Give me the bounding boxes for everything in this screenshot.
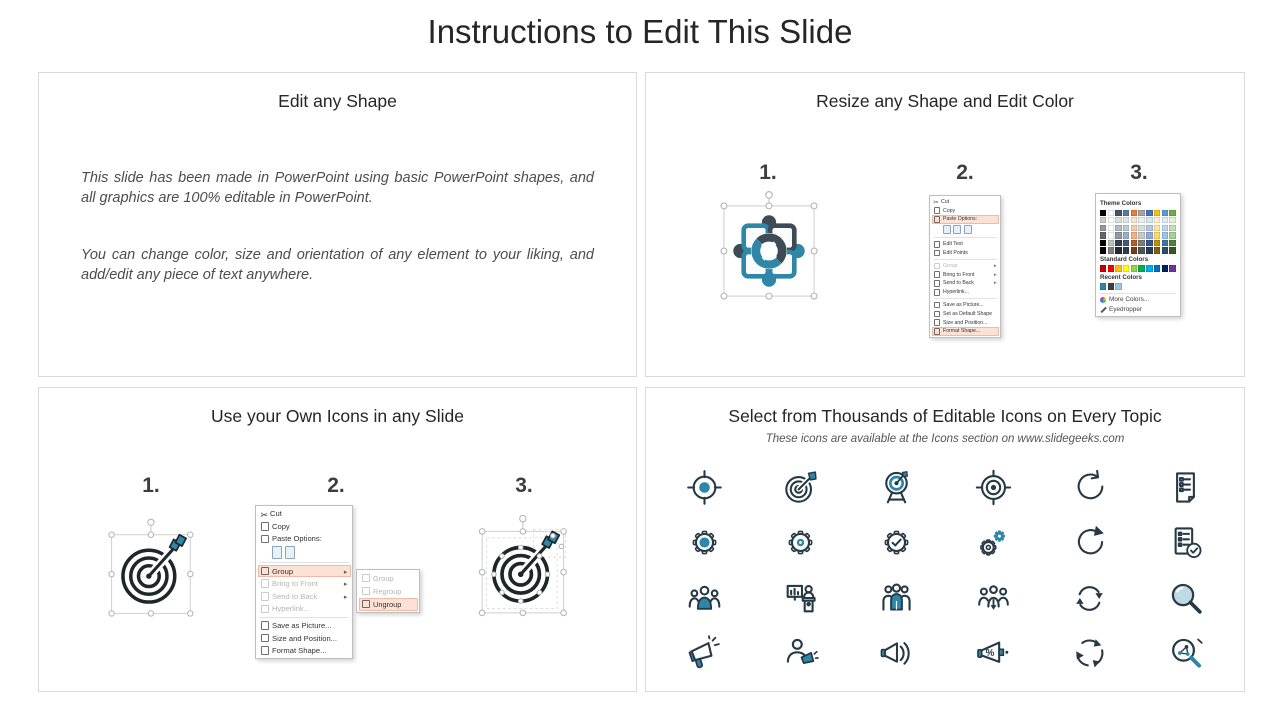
color-swatch[interactable] <box>1146 217 1152 223</box>
color-swatch[interactable] <box>1131 247 1137 253</box>
menu-item-hyperlink[interactable] <box>258 603 351 616</box>
color-swatch[interactable] <box>1115 240 1121 246</box>
edit-text-icon <box>934 241 941 248</box>
color-swatch[interactable] <box>1123 265 1129 271</box>
color-swatch[interactable] <box>1146 232 1152 238</box>
context-menu-large <box>255 505 353 659</box>
submenu-arrow-icon: ▸ <box>994 263 997 269</box>
paste-option-icon[interactable] <box>953 225 961 234</box>
color-swatch[interactable] <box>1108 247 1114 253</box>
panel-resize-color <box>645 72 1245 377</box>
slide-title: Instructions to Edit This Slide <box>427 13 853 50</box>
menu-item-group[interactable] <box>932 261 999 270</box>
color-swatch[interactable] <box>1115 265 1121 271</box>
color-swatch[interactable] <box>1108 240 1114 246</box>
group-submenu <box>356 569 420 613</box>
icon-cell <box>752 571 848 626</box>
menu-item-save-as-picture[interactable] <box>932 301 999 310</box>
edit-points-icon <box>934 250 941 257</box>
gear-filled-icon[interactable] <box>686 524 723 561</box>
menu-item-save-as-picture[interactable] <box>258 619 351 632</box>
icon-cell <box>1041 626 1137 681</box>
menu-item-label: Size and Position... <box>272 633 338 643</box>
panel-own-icons <box>38 387 637 692</box>
gallery-item-label: Eyedropper <box>1109 305 1143 313</box>
color-swatch[interactable] <box>1115 232 1121 238</box>
paste-options-row <box>258 545 351 561</box>
icon-cell <box>849 626 945 681</box>
color-wheel-icon <box>1100 297 1106 303</box>
panel-edit-shape <box>38 72 637 377</box>
icon-cell <box>752 515 848 570</box>
color-swatch[interactable] <box>1115 247 1121 253</box>
color-swatch[interactable] <box>1154 265 1160 271</box>
color-swatch[interactable] <box>1100 247 1106 253</box>
submenu-arrow-icon: ▸ <box>994 281 997 287</box>
color-swatch[interactable] <box>1154 232 1160 238</box>
color-swatch[interactable] <box>1138 265 1144 271</box>
icon-cell <box>849 515 945 570</box>
menu-item-label: Save as Picture... <box>943 302 984 309</box>
color-swatch[interactable] <box>1100 232 1106 238</box>
submenu-arrow-icon: ▸ <box>343 591 348 601</box>
step-number-2: 2. <box>956 161 974 184</box>
people-download-icon[interactable] <box>975 580 1012 617</box>
color-swatch[interactable] <box>1108 225 1114 231</box>
panel-heading: Resize any Shape and Edit Color <box>816 91 1074 111</box>
menu-item-label: Ungroup <box>373 599 402 609</box>
theme-colors-row <box>1100 210 1176 216</box>
menu-item-copy[interactable] <box>258 520 351 533</box>
menu-item-size-and-position[interactable] <box>258 632 351 645</box>
icon-cell <box>1041 460 1137 515</box>
color-swatch[interactable] <box>1138 225 1144 231</box>
color-swatch[interactable] <box>1123 247 1129 253</box>
color-swatch[interactable] <box>1169 232 1175 238</box>
megaphone-discount-icon[interactable] <box>975 635 1012 672</box>
icon-cell <box>1138 626 1234 681</box>
color-swatch[interactable] <box>1169 247 1175 253</box>
color-swatch[interactable] <box>1138 210 1144 216</box>
menu-item-hyperlink[interactable] <box>932 288 999 297</box>
body-paragraph: This slide has been made in PowerPoint using basic PowerPoint shapes, and all graphics are 100% editable in PowerPoint. <box>81 170 594 206</box>
save-picture-icon <box>934 302 941 309</box>
menu-item-paste-options[interactable] <box>932 215 999 224</box>
size-position-icon <box>261 634 270 643</box>
theme-tint-row <box>1100 232 1176 238</box>
menu-item-label: Hyperlink... <box>943 289 969 296</box>
default-shape-icon <box>934 311 941 318</box>
menu-item-label: Format Shape... <box>272 646 327 656</box>
color-swatch[interactable] <box>1131 225 1137 231</box>
color-swatch[interactable] <box>1162 210 1168 216</box>
menu-item-label: Paste Options: <box>943 216 978 223</box>
bring-front-icon <box>261 579 270 588</box>
color-swatch[interactable] <box>1146 247 1152 253</box>
color-swatch[interactable] <box>1100 265 1106 271</box>
four-square-shape-figure[interactable] <box>714 187 824 315</box>
ungroup-icon <box>362 600 371 609</box>
gallery-item-label: More Colors... <box>1109 296 1150 304</box>
eyedropper-icon <box>1100 306 1106 312</box>
eyedropper-item[interactable] <box>1100 306 1176 313</box>
color-swatch[interactable] <box>1146 210 1152 216</box>
icon-cell <box>656 626 752 681</box>
icon-cell <box>752 626 848 681</box>
icon-cell <box>945 571 1041 626</box>
hyperlink-icon <box>934 289 941 296</box>
color-swatch[interactable] <box>1146 225 1152 231</box>
color-swatch[interactable] <box>1162 232 1168 238</box>
format-shape-icon <box>261 646 270 655</box>
group-icon <box>261 567 270 576</box>
menu-item-label: Send to Back <box>272 591 318 601</box>
menu-item-paste-options[interactable] <box>258 533 351 546</box>
color-swatch[interactable] <box>1154 247 1160 253</box>
menu-item-label: Bring to Front <box>943 271 975 278</box>
size-position-icon <box>934 319 941 326</box>
crosshair-target-icon[interactable] <box>686 469 723 506</box>
paste-option-icon[interactable] <box>964 225 972 234</box>
cycle-arrows-icon[interactable] <box>1071 635 1108 672</box>
color-swatch[interactable] <box>1115 225 1121 231</box>
regroup-icon <box>362 587 371 596</box>
color-swatch[interactable] <box>1100 240 1106 246</box>
send-back-icon <box>261 592 270 601</box>
panel-heading: Select from Thousands of Editable Icons on Every Topic <box>728 406 1162 426</box>
color-swatch[interactable] <box>1146 265 1152 271</box>
color-swatch[interactable] <box>1169 240 1175 246</box>
step-number-1: 1. <box>759 161 777 184</box>
gear-inner-icon[interactable] <box>782 524 819 561</box>
hyperlink-icon <box>261 605 270 614</box>
color-swatch[interactable] <box>1115 217 1121 223</box>
icon-cell <box>849 571 945 626</box>
menu-item-size-and-position[interactable] <box>932 318 999 327</box>
sync-arrows-icon[interactable] <box>1071 580 1108 617</box>
icon-cell <box>945 515 1041 570</box>
menu-item-edit-points[interactable] <box>932 249 999 258</box>
color-swatch[interactable] <box>1123 232 1129 238</box>
menu-item-edit-text[interactable] <box>932 240 999 249</box>
copy-icon <box>261 522 270 531</box>
menu-item-bring-to-front[interactable] <box>932 270 999 279</box>
color-swatch[interactable] <box>1154 240 1160 246</box>
color-swatch[interactable] <box>1162 225 1168 231</box>
dartboard-stand-icon[interactable] <box>878 469 915 506</box>
color-swatch[interactable] <box>1169 210 1175 216</box>
color-swatch[interactable] <box>1100 225 1106 231</box>
scissors-icon: ✂ <box>260 509 269 520</box>
menu-item-cut[interactable] <box>258 508 351 521</box>
color-swatch[interactable] <box>1162 240 1168 246</box>
menu-item-group[interactable] <box>258 565 351 578</box>
submenu-arrow-icon: ▸ <box>343 579 348 589</box>
team-icon[interactable] <box>878 580 915 617</box>
refresh-circle-icon[interactable] <box>1071 524 1108 561</box>
step-number-3: 3. <box>515 474 533 497</box>
menu-item-label: Edit Text <box>943 241 963 248</box>
recent-colors-row <box>1100 283 1176 289</box>
color-swatch[interactable] <box>1108 283 1114 289</box>
icon-cell <box>656 515 752 570</box>
icon-cell <box>656 571 752 626</box>
color-swatch[interactable] <box>1138 247 1144 253</box>
submenu-arrow-icon: ▸ <box>343 566 348 576</box>
menu-item-label: Bring to Front <box>272 579 319 589</box>
color-swatch[interactable] <box>1169 265 1175 271</box>
color-swatch[interactable] <box>1169 217 1175 223</box>
icon-cell <box>656 460 752 515</box>
megaphone-waves-icon[interactable] <box>878 635 915 672</box>
save-picture-icon <box>261 621 270 630</box>
context-menu-small <box>929 195 1001 338</box>
paste-option-icon[interactable] <box>285 546 296 559</box>
person-announce-icon[interactable] <box>782 635 819 672</box>
panel-heading: Edit any Shape <box>278 91 397 111</box>
menu-item-label: Copy <box>943 207 956 214</box>
menu-item-label: Send to Back <box>943 280 974 287</box>
paste-options-row <box>932 224 999 236</box>
color-swatch[interactable] <box>1108 232 1114 238</box>
color-swatch[interactable] <box>1169 225 1175 231</box>
dart-target-icon[interactable] <box>782 469 819 506</box>
icon-cell <box>1041 515 1137 570</box>
color-swatch[interactable] <box>1154 210 1160 216</box>
target-icon-selected-figure[interactable] <box>101 514 205 630</box>
color-swatch[interactable] <box>1123 217 1129 223</box>
color-swatch[interactable] <box>1123 210 1129 216</box>
icon-cell <box>849 460 945 515</box>
theme-tint-row <box>1100 247 1176 253</box>
color-swatch[interactable] <box>1154 225 1160 231</box>
menu-item-ungroup[interactable] <box>359 598 418 611</box>
menu-item-send-to-back[interactable] <box>932 279 999 288</box>
color-swatch[interactable] <box>1100 210 1106 216</box>
menu-item-format-shape[interactable] <box>258 644 351 657</box>
menu-item-group[interactable] <box>359 572 418 585</box>
color-swatch[interactable] <box>1100 217 1106 223</box>
menu-item-send-to-back[interactable] <box>258 590 351 603</box>
icon-cell <box>1138 460 1234 515</box>
step-number-1: 1. <box>142 474 160 497</box>
color-swatch[interactable] <box>1115 283 1121 289</box>
color-swatch[interactable] <box>1146 240 1152 246</box>
presenter-board-icon[interactable] <box>782 580 819 617</box>
send-back-icon <box>934 280 941 287</box>
color-swatch[interactable] <box>1108 265 1114 271</box>
theme-tint-row <box>1100 217 1176 223</box>
menu-item-label: Edit Points <box>943 250 968 257</box>
step-number-3: 3. <box>1130 161 1148 184</box>
color-swatch[interactable] <box>1100 283 1106 289</box>
menu-item-label: Set as Default Shape <box>943 310 993 317</box>
gear-check-icon[interactable] <box>878 524 915 561</box>
double-gear-icon[interactable] <box>975 524 1012 561</box>
step-number-2: 2. <box>327 474 345 497</box>
menu-item-label: Hyperlink... <box>272 604 310 614</box>
color-swatch[interactable] <box>1131 240 1137 246</box>
icon-cell <box>1138 571 1234 626</box>
group-icon <box>934 263 941 270</box>
menu-item-label: Paste Options: <box>272 534 322 544</box>
scissors-icon: ✂ <box>933 198 939 206</box>
body-paragraph: You can change color, size and orientation of any element to your liking, and add/edit any piece of text anywhere. <box>81 247 594 283</box>
megaphone-icon[interactable] <box>686 635 723 672</box>
menu-item-label: Group <box>373 573 394 583</box>
color-swatch[interactable] <box>1162 217 1168 223</box>
icon-grid <box>656 460 1234 681</box>
rotate-arrow-icon[interactable] <box>1071 469 1108 506</box>
menu-item-label: Format Shape... <box>943 328 981 335</box>
theme-tint-row <box>1100 225 1176 231</box>
color-swatch[interactable] <box>1131 265 1137 271</box>
clipboard-icon <box>261 535 270 544</box>
menu-item-copy[interactable] <box>932 206 999 215</box>
clipboard-icon <box>934 216 941 223</box>
theme-tint-row <box>1100 240 1176 246</box>
menu-item-label: Regroup <box>373 586 402 596</box>
menu-item-cut[interactable] <box>932 198 999 207</box>
color-swatch[interactable] <box>1138 232 1144 238</box>
color-swatch[interactable] <box>1115 210 1121 216</box>
menu-item-label: Size and Position... <box>943 319 988 326</box>
menu-item-label: Save as Picture... <box>272 620 332 630</box>
standard-colors-row <box>1100 265 1176 271</box>
format-shape-icon <box>934 328 941 335</box>
menu-item-set-as-default-shape[interactable] <box>932 309 999 318</box>
menu-item-label: Group <box>943 262 958 269</box>
icon-cell <box>1138 515 1234 570</box>
menu-item-regroup[interactable] <box>359 585 418 598</box>
color-swatch[interactable] <box>1162 247 1168 253</box>
panel-heading: Use your Own Icons in any Slide <box>211 406 464 426</box>
color-swatch[interactable] <box>1131 210 1137 216</box>
color-swatch[interactable] <box>1162 265 1168 271</box>
menu-item-label: Cut <box>941 198 950 205</box>
color-swatch[interactable] <box>1108 210 1114 216</box>
icon-cell <box>1041 571 1137 626</box>
menu-item-format-shape[interactable] <box>932 327 999 336</box>
standard-colors-label: Standard Colors <box>1100 255 1149 263</box>
copy-icon <box>934 207 941 214</box>
panel-subtitle: These icons are available at the Icons section on www.slidegeeks.com <box>765 433 1125 445</box>
people-group-icon[interactable] <box>686 580 723 617</box>
menu-item-label: Cut <box>270 509 282 519</box>
svg-text:%: % <box>985 647 995 659</box>
submenu-arrow-icon: ▸ <box>994 272 997 278</box>
color-picker-menu <box>1095 193 1181 317</box>
icon-cell <box>945 626 1041 681</box>
checklist-doc-icon[interactable] <box>1167 469 1204 506</box>
paste-option-icon[interactable] <box>272 546 283 559</box>
color-swatch[interactable] <box>1131 217 1137 223</box>
target-icon-ungrouped-figure[interactable] <box>471 510 579 630</box>
theme-colors-label: Theme Colors <box>1100 200 1142 207</box>
color-swatch[interactable] <box>1123 240 1129 246</box>
paste-option-icon[interactable] <box>943 225 951 234</box>
recent-colors-label: Recent Colors <box>1100 273 1142 281</box>
icon-cell <box>945 460 1041 515</box>
color-swatch[interactable] <box>1138 217 1144 223</box>
panel-icon-library <box>645 387 1245 692</box>
more-colors-item[interactable] <box>1100 296 1176 303</box>
group-icon <box>362 574 371 583</box>
menu-item-label: Group <box>272 566 294 576</box>
color-swatch[interactable] <box>1154 217 1160 223</box>
crosshair-dot-icon[interactable] <box>975 469 1012 506</box>
color-swatch[interactable] <box>1138 240 1144 246</box>
menu-item-label: Copy <box>272 521 290 531</box>
bring-front-icon <box>934 271 941 278</box>
menu-item-bring-to-front[interactable] <box>258 577 351 590</box>
icon-cell <box>752 460 848 515</box>
magnifier-icon[interactable] <box>1167 580 1204 617</box>
color-swatch[interactable] <box>1131 232 1137 238</box>
magnifier-analytics-icon[interactable] <box>1167 635 1204 672</box>
color-swatch[interactable] <box>1123 225 1129 231</box>
color-swatch[interactable] <box>1108 217 1114 223</box>
checklist-check-icon[interactable] <box>1167 524 1204 561</box>
